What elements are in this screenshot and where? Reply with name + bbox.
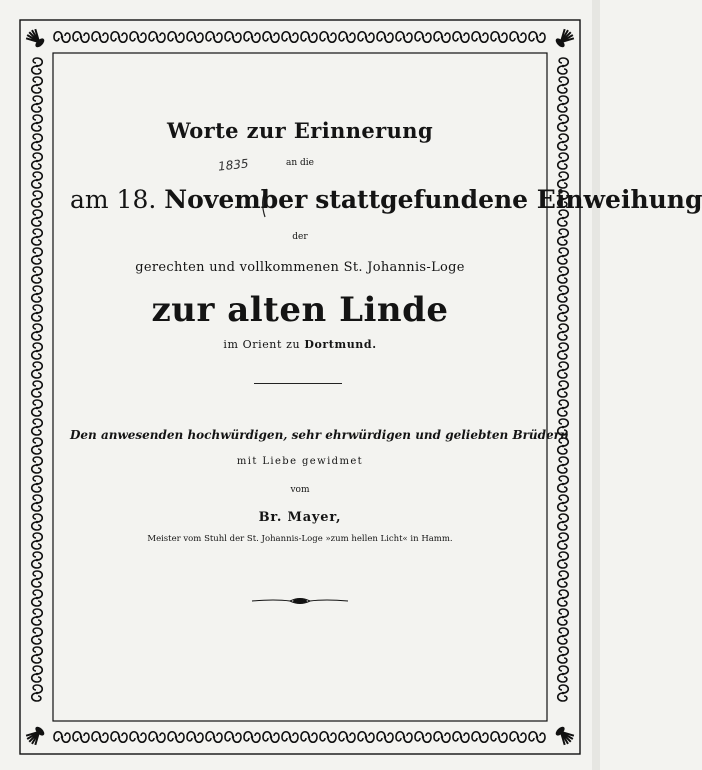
handwritten-year: 1835 [217,156,250,174]
der-text: der [292,232,308,242]
orient-prefix: im Orient zu [223,338,301,351]
dedication-text: Den anwesenden hochwürdigen, sehr ehrwürdigen und geliebten Brüdern [70,428,569,442]
lodge-line: gerechten und vollkommenen St. Johannis-Loge [135,260,465,275]
event-date: am 18. [70,185,157,214]
dedicated-with-love-text: mit Liebe gewidmet [236,456,364,467]
event-description: stattgefundene Einweihung [315,185,702,214]
an-die-text: an die [286,158,314,168]
orient-city: Dortmund. [304,338,377,351]
event-month: November [164,185,308,214]
vom-text: vom [290,485,310,495]
title-page-content [70,100,702,700]
author-name: Br. Mayer, [258,510,342,525]
event-line [70,185,702,214]
lodge-name: zur alten Linde [151,290,449,330]
author-title: Meister vom Stuhl der St. Johannis-Loge »zum hellen Licht« in Hamm. [147,534,453,544]
closing-flourish [250,595,350,607]
orient-line [70,338,530,351]
page-title: Worte zur Erinnerung [166,118,434,143]
divider-rule [254,383,342,384]
